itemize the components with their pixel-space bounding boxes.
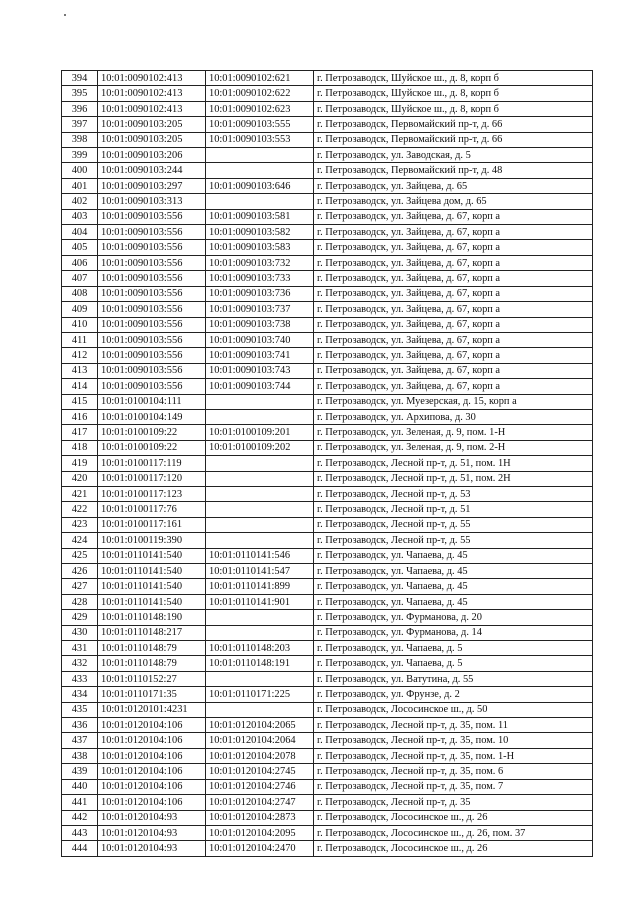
address-cell: г. Петрозаводск, Лесной пр-т, д. 35, пом. 10 <box>314 733 593 748</box>
object-number-cell: 10:01:0110141:901 <box>206 594 314 609</box>
object-number-cell <box>206 163 314 178</box>
cadastral-number-cell: 10:01:0120104:93 <box>98 841 206 856</box>
cadastral-number-cell: 10:01:0100117:76 <box>98 502 206 517</box>
object-number-cell: 10:01:0090102:621 <box>206 71 314 86</box>
cadastral-number-cell: 10:01:0110148:79 <box>98 656 206 671</box>
address-cell: г. Петрозаводск, ул. Зайцева, д. 67, корп а <box>314 332 593 347</box>
cadastral-number-cell: 10:01:0110152:27 <box>98 671 206 686</box>
table-row <box>62 209 593 224</box>
cadastral-number-cell: 10:01:0120104:106 <box>98 764 206 779</box>
row-number: 402 <box>62 194 98 209</box>
cadastral-number-cell: 10:01:0110148:190 <box>98 610 206 625</box>
table-row <box>62 841 593 856</box>
address-cell: г. Петрозаводск, Лесной пр-т, д. 55 <box>314 517 593 532</box>
table-row <box>62 564 593 579</box>
address-cell: г. Петрозаводск, ул. Зайцева, д. 67, корп а <box>314 317 593 332</box>
cadastral-number-cell: 10:01:0090103:556 <box>98 363 206 378</box>
row-number: 411 <box>62 332 98 347</box>
row-number: 443 <box>62 825 98 840</box>
object-number-cell <box>206 625 314 640</box>
row-number: 441 <box>62 795 98 810</box>
cadastral-number-cell: 10:01:0100104:149 <box>98 409 206 424</box>
object-number-cell: 10:01:0110171:225 <box>206 687 314 702</box>
row-number: 401 <box>62 178 98 193</box>
row-number: 431 <box>62 641 98 656</box>
table-row <box>62 71 593 86</box>
table-row <box>62 625 593 640</box>
address-cell: г. Петрозаводск, ул. Фурманова, д. 14 <box>314 625 593 640</box>
row-number: 426 <box>62 564 98 579</box>
address-cell: г. Петрозаводск, Лесной пр-т, д. 35, пом. 6 <box>314 764 593 779</box>
address-cell: г. Петрозаводск, ул. Зайцева дом, д. 65 <box>314 194 593 209</box>
cadastral-number-cell: 10:01:0120104:106 <box>98 748 206 763</box>
row-number: 442 <box>62 810 98 825</box>
address-cell: г. Петрозаводск, Лесной пр-т, д. 35, пом. 11 <box>314 718 593 733</box>
address-cell: г. Петрозаводск, Лесной пр-т, д. 51, пом. 2Н <box>314 471 593 486</box>
table-row <box>62 302 593 317</box>
address-cell: г. Петрозаводск, ул. Зайцева, д. 67, корп а <box>314 271 593 286</box>
table-row <box>62 795 593 810</box>
row-number: 406 <box>62 255 98 270</box>
cadastral-number-cell: 10:01:0090102:413 <box>98 71 206 86</box>
cadastral-number-cell: 10:01:0120104:106 <box>98 795 206 810</box>
object-number-cell <box>206 671 314 686</box>
cadastral-number-cell: 10:01:0110148:79 <box>98 641 206 656</box>
table-row <box>62 718 593 733</box>
cadastral-number-cell: 10:01:0090103:556 <box>98 332 206 347</box>
cadastral-number-cell: 10:01:0090103:556 <box>98 209 206 224</box>
object-number-cell: 10:01:0090103:732 <box>206 255 314 270</box>
table-row <box>62 101 593 116</box>
address-cell: г. Петрозаводск, Лососинское ш., д. 26 <box>314 841 593 856</box>
address-cell: г. Петрозаводск, ул. Зайцева, д. 67, корп а <box>314 225 593 240</box>
cadastral-number-cell: 10:01:0090103:556 <box>98 271 206 286</box>
table-row <box>62 502 593 517</box>
cadastral-number-cell: 10:01:0120104:106 <box>98 733 206 748</box>
address-cell: г. Петрозаводск, ул. Зайцева, д. 67, корп а <box>314 255 593 270</box>
cadastral-number-cell: 10:01:0110148:217 <box>98 625 206 640</box>
row-number: 428 <box>62 594 98 609</box>
row-number: 403 <box>62 209 98 224</box>
object-number-cell: 10:01:0120104:2078 <box>206 748 314 763</box>
cadastral-number-cell: 10:01:0090103:556 <box>98 286 206 301</box>
address-cell: г. Петрозаводск, Лесной пр-т, д. 53 <box>314 486 593 501</box>
row-number: 430 <box>62 625 98 640</box>
address-cell: г. Петрозаводск, ул. Зайцева, д. 67, корп а <box>314 348 593 363</box>
table-row <box>62 425 593 440</box>
table-row <box>62 409 593 424</box>
address-cell: г. Петрозаводск, Шуйское ш., д. 8, корп б <box>314 86 593 101</box>
object-number-cell <box>206 471 314 486</box>
cadastral-number-cell: 10:01:0100117:123 <box>98 486 206 501</box>
table-row <box>62 810 593 825</box>
row-number: 427 <box>62 579 98 594</box>
row-number: 397 <box>62 117 98 132</box>
object-number-cell: 10:01:0120104:2746 <box>206 779 314 794</box>
address-cell: г. Петрозаводск, ул. Зайцева, д. 67, корп а <box>314 302 593 317</box>
address-cell: г. Петрозаводск, Первомайский пр-т, д. 48 <box>314 163 593 178</box>
object-number-cell: 10:01:0090103:744 <box>206 379 314 394</box>
address-cell: г. Петрозаводск, ул. Заводская, д. 5 <box>314 148 593 163</box>
row-number: 404 <box>62 225 98 240</box>
row-number: 408 <box>62 286 98 301</box>
table-row <box>62 225 593 240</box>
address-cell: г. Петрозаводск, ул. Чапаева, д. 45 <box>314 548 593 563</box>
row-number: 437 <box>62 733 98 748</box>
cadastral-number-cell: 10:01:0090103:556 <box>98 302 206 317</box>
table-row <box>62 240 593 255</box>
address-cell: г. Петрозаводск, ул. Ватутина, д. 55 <box>314 671 593 686</box>
row-number: 416 <box>62 409 98 424</box>
table-row <box>62 348 593 363</box>
row-number: 423 <box>62 517 98 532</box>
table-row <box>62 594 593 609</box>
row-number: 412 <box>62 348 98 363</box>
row-number: 398 <box>62 132 98 147</box>
object-number-cell <box>206 610 314 625</box>
cadastral-number-cell: 10:01:0120101:4231 <box>98 702 206 717</box>
cadastral-number-cell: 10:01:0100104:111 <box>98 394 206 409</box>
object-number-cell: 10:01:0120104:2745 <box>206 764 314 779</box>
object-number-cell: 10:01:0090103:553 <box>206 132 314 147</box>
row-number: 439 <box>62 764 98 779</box>
cadastral-number-cell: 10:01:0090103:205 <box>98 132 206 147</box>
object-number-cell: 10:01:0120104:2065 <box>206 718 314 733</box>
object-number-cell: 10:01:0110148:203 <box>206 641 314 656</box>
address-cell: г. Петрозаводск, ул. Чапаева, д. 5 <box>314 641 593 656</box>
table-row <box>62 656 593 671</box>
row-number: 414 <box>62 379 98 394</box>
object-number-cell: 10:01:0090103:743 <box>206 363 314 378</box>
address-cell: г. Петрозаводск, Лососинское ш., д. 26 <box>314 810 593 825</box>
object-number-cell: 10:01:0100109:202 <box>206 440 314 455</box>
row-number: 415 <box>62 394 98 409</box>
address-cell: г. Петрозаводск, ул. Зайцева, д. 67, корп а <box>314 379 593 394</box>
cadastral-number-cell: 10:01:0100117:120 <box>98 471 206 486</box>
property-register-table <box>61 70 593 857</box>
row-number: 407 <box>62 271 98 286</box>
cadastral-number-cell: 10:01:0100119:390 <box>98 533 206 548</box>
address-cell: г. Петрозаводск, ул. Фрунзе, д. 2 <box>314 687 593 702</box>
address-cell: г. Петрозаводск, ул. Архипова, д. 30 <box>314 409 593 424</box>
cadastral-number-cell: 10:01:0120104:106 <box>98 718 206 733</box>
table-row <box>62 132 593 147</box>
object-number-cell: 10:01:0110148:191 <box>206 656 314 671</box>
table-row <box>62 86 593 101</box>
cadastral-number-cell: 10:01:0090102:413 <box>98 101 206 116</box>
row-number: 434 <box>62 687 98 702</box>
object-number-cell: 10:01:0090102:623 <box>206 101 314 116</box>
table-row <box>62 363 593 378</box>
table-row <box>62 178 593 193</box>
address-cell: г. Петрозаводск, ул. Муезерская, д. 15, корп а <box>314 394 593 409</box>
table-row <box>62 255 593 270</box>
cadastral-number-cell: 10:01:0090103:313 <box>98 194 206 209</box>
address-cell: г. Петрозаводск, ул. Зайцева, д. 65 <box>314 178 593 193</box>
table-row <box>62 748 593 763</box>
address-cell: г. Петрозаводск, Лесной пр-т, д. 51, пом. 1Н <box>314 456 593 471</box>
table-row <box>62 548 593 563</box>
table-row <box>62 579 593 594</box>
cadastral-number-cell: 10:01:0090103:556 <box>98 255 206 270</box>
object-number-cell: 10:01:0110141:546 <box>206 548 314 563</box>
address-cell: г. Петрозаводск, ул. Зайцева, д. 67, корп а <box>314 209 593 224</box>
cadastral-number-cell: 10:01:0110141:540 <box>98 548 206 563</box>
address-cell: г. Петрозаводск, Лесной пр-т, д. 35 <box>314 795 593 810</box>
row-number: 433 <box>62 671 98 686</box>
address-cell: г. Петрозаводск, Лососинское ш., д. 26, пом. 37 <box>314 825 593 840</box>
table-row <box>62 641 593 656</box>
row-number: 421 <box>62 486 98 501</box>
cadastral-number-cell: 10:01:0090103:556 <box>98 240 206 255</box>
cadastral-number-cell: 10:01:0110141:540 <box>98 579 206 594</box>
object-number-cell: 10:01:0100109:201 <box>206 425 314 440</box>
address-cell: г. Петрозаводск, ул. Чапаева, д. 45 <box>314 579 593 594</box>
address-cell: г. Петрозаводск, ул. Зайцева, д. 67, корп а <box>314 286 593 301</box>
address-cell: г. Петрозаводск, ул. Зайцева, д. 67, корп а <box>314 240 593 255</box>
row-number: 394 <box>62 71 98 86</box>
table-row <box>62 271 593 286</box>
object-number-cell: 10:01:0120104:2095 <box>206 825 314 840</box>
row-number: 400 <box>62 163 98 178</box>
row-number: 395 <box>62 86 98 101</box>
cadastral-number-cell: 10:01:0110141:540 <box>98 564 206 579</box>
row-number: 436 <box>62 718 98 733</box>
row-number: 429 <box>62 610 98 625</box>
table-row <box>62 456 593 471</box>
cadastral-number-cell: 10:01:0120104:106 <box>98 779 206 794</box>
table-row <box>62 702 593 717</box>
object-number-cell: 10:01:0090103:740 <box>206 332 314 347</box>
table-row <box>62 825 593 840</box>
register-table-body <box>62 71 593 857</box>
object-number-cell <box>206 394 314 409</box>
row-number: 424 <box>62 533 98 548</box>
object-number-cell <box>206 409 314 424</box>
table-row <box>62 687 593 702</box>
table-row <box>62 117 593 132</box>
cadastral-number-cell: 10:01:0090103:556 <box>98 348 206 363</box>
cadastral-number-cell: 10:01:0090103:556 <box>98 379 206 394</box>
table-row <box>62 517 593 532</box>
table-row <box>62 764 593 779</box>
object-number-cell: 10:01:0120104:2747 <box>206 795 314 810</box>
object-number-cell: 10:01:0110141:899 <box>206 579 314 594</box>
cadastral-number-cell: 10:01:0120104:93 <box>98 825 206 840</box>
table-row <box>62 671 593 686</box>
address-cell: г. Петрозаводск, Лососинское ш., д. 50 <box>314 702 593 717</box>
table-row <box>62 332 593 347</box>
object-number-cell: 10:01:0120104:2470 <box>206 841 314 856</box>
table-row <box>62 733 593 748</box>
row-number: 396 <box>62 101 98 116</box>
row-number: 435 <box>62 702 98 717</box>
object-number-cell <box>206 194 314 209</box>
cadastral-number-cell: 10:01:0100117:119 <box>98 456 206 471</box>
address-cell: г. Петрозаводск, ул. Зеленая, д. 9, пом. 2-Н <box>314 440 593 455</box>
table-row <box>62 148 593 163</box>
address-cell: г. Петрозаводск, ул. Чапаева, д. 45 <box>314 564 593 579</box>
table-row <box>62 317 593 332</box>
row-number: 420 <box>62 471 98 486</box>
table-row <box>62 394 593 409</box>
object-number-cell <box>206 486 314 501</box>
object-number-cell: 10:01:0120104:2064 <box>206 733 314 748</box>
row-number: 444 <box>62 841 98 856</box>
address-cell: г. Петрозаводск, Шуйское ш., д. 8, корп б <box>314 101 593 116</box>
table-row <box>62 194 593 209</box>
table-row <box>62 440 593 455</box>
table-row <box>62 533 593 548</box>
object-number-cell: 10:01:0090103:555 <box>206 117 314 132</box>
table-row <box>62 471 593 486</box>
row-number: 422 <box>62 502 98 517</box>
object-number-cell <box>206 456 314 471</box>
table-row <box>62 286 593 301</box>
address-cell: г. Петрозаводск, Шуйское ш., д. 8, корп б <box>314 71 593 86</box>
address-cell: г. Петрозаводск, ул. Зеленая, д. 9, пом. 1-Н <box>314 425 593 440</box>
address-cell: г. Петрозаводск, Лесной пр-т, д. 35, пом. 7 <box>314 779 593 794</box>
object-number-cell <box>206 148 314 163</box>
object-number-cell <box>206 533 314 548</box>
table-row <box>62 779 593 794</box>
cadastral-number-cell: 10:01:0090103:556 <box>98 317 206 332</box>
cadastral-number-cell: 10:01:0100109:22 <box>98 440 206 455</box>
cadastral-number-cell: 10:01:0120104:93 <box>98 810 206 825</box>
table-row <box>62 486 593 501</box>
row-number: 405 <box>62 240 98 255</box>
object-number-cell: 10:01:0110141:547 <box>206 564 314 579</box>
cadastral-number-cell: 10:01:0090103:297 <box>98 178 206 193</box>
address-cell: г. Петрозаводск, ул. Фурманова, д. 20 <box>314 610 593 625</box>
scan-speck <box>64 14 66 16</box>
table-row <box>62 379 593 394</box>
row-number: 419 <box>62 456 98 471</box>
address-cell: г. Петрозаводск, Лесной пр-т, д. 51 <box>314 502 593 517</box>
cadastral-number-cell: 10:01:0100109:22 <box>98 425 206 440</box>
row-number: 413 <box>62 363 98 378</box>
cadastral-number-cell: 10:01:0090103:205 <box>98 117 206 132</box>
cadastral-number-cell: 10:01:0090103:206 <box>98 148 206 163</box>
object-number-cell <box>206 502 314 517</box>
row-number: 432 <box>62 656 98 671</box>
object-number-cell: 10:01:0090103:737 <box>206 302 314 317</box>
cadastral-number-cell: 10:01:0090103:244 <box>98 163 206 178</box>
row-number: 410 <box>62 317 98 332</box>
address-cell: г. Петрозаводск, ул. Чапаева, д. 5 <box>314 656 593 671</box>
row-number: 417 <box>62 425 98 440</box>
object-number-cell: 10:01:0090103:582 <box>206 225 314 240</box>
address-cell: г. Петрозаводск, Первомайский пр-т, д. 66 <box>314 117 593 132</box>
object-number-cell: 10:01:0090103:646 <box>206 178 314 193</box>
table-row <box>62 610 593 625</box>
address-cell: г. Петрозаводск, Первомайский пр-т, д. 66 <box>314 132 593 147</box>
object-number-cell: 10:01:0090103:738 <box>206 317 314 332</box>
address-cell: г. Петрозаводск, Лесной пр-т, д. 35, пом. 1-Н <box>314 748 593 763</box>
row-number: 438 <box>62 748 98 763</box>
row-number: 425 <box>62 548 98 563</box>
address-cell: г. Петрозаводск, ул. Зайцева, д. 67, корп а <box>314 363 593 378</box>
object-number-cell: 10:01:0090103:741 <box>206 348 314 363</box>
row-number: 399 <box>62 148 98 163</box>
table-row <box>62 163 593 178</box>
cadastral-number-cell: 10:01:0100117:161 <box>98 517 206 532</box>
object-number-cell <box>206 702 314 717</box>
cadastral-number-cell: 10:01:0090102:413 <box>98 86 206 101</box>
object-number-cell: 10:01:0090102:622 <box>206 86 314 101</box>
object-number-cell: 10:01:0090103:583 <box>206 240 314 255</box>
object-number-cell: 10:01:0090103:733 <box>206 271 314 286</box>
object-number-cell: 10:01:0120104:2873 <box>206 810 314 825</box>
row-number: 409 <box>62 302 98 317</box>
row-number: 440 <box>62 779 98 794</box>
cadastral-number-cell: 10:01:0110141:540 <box>98 594 206 609</box>
cadastral-number-cell: 10:01:0090103:556 <box>98 225 206 240</box>
object-number-cell: 10:01:0090103:736 <box>206 286 314 301</box>
address-cell: г. Петрозаводск, Лесной пр-т, д. 55 <box>314 533 593 548</box>
object-number-cell <box>206 517 314 532</box>
cadastral-number-cell: 10:01:0110171:35 <box>98 687 206 702</box>
row-number: 418 <box>62 440 98 455</box>
object-number-cell: 10:01:0090103:581 <box>206 209 314 224</box>
address-cell: г. Петрозаводск, ул. Чапаева, д. 45 <box>314 594 593 609</box>
